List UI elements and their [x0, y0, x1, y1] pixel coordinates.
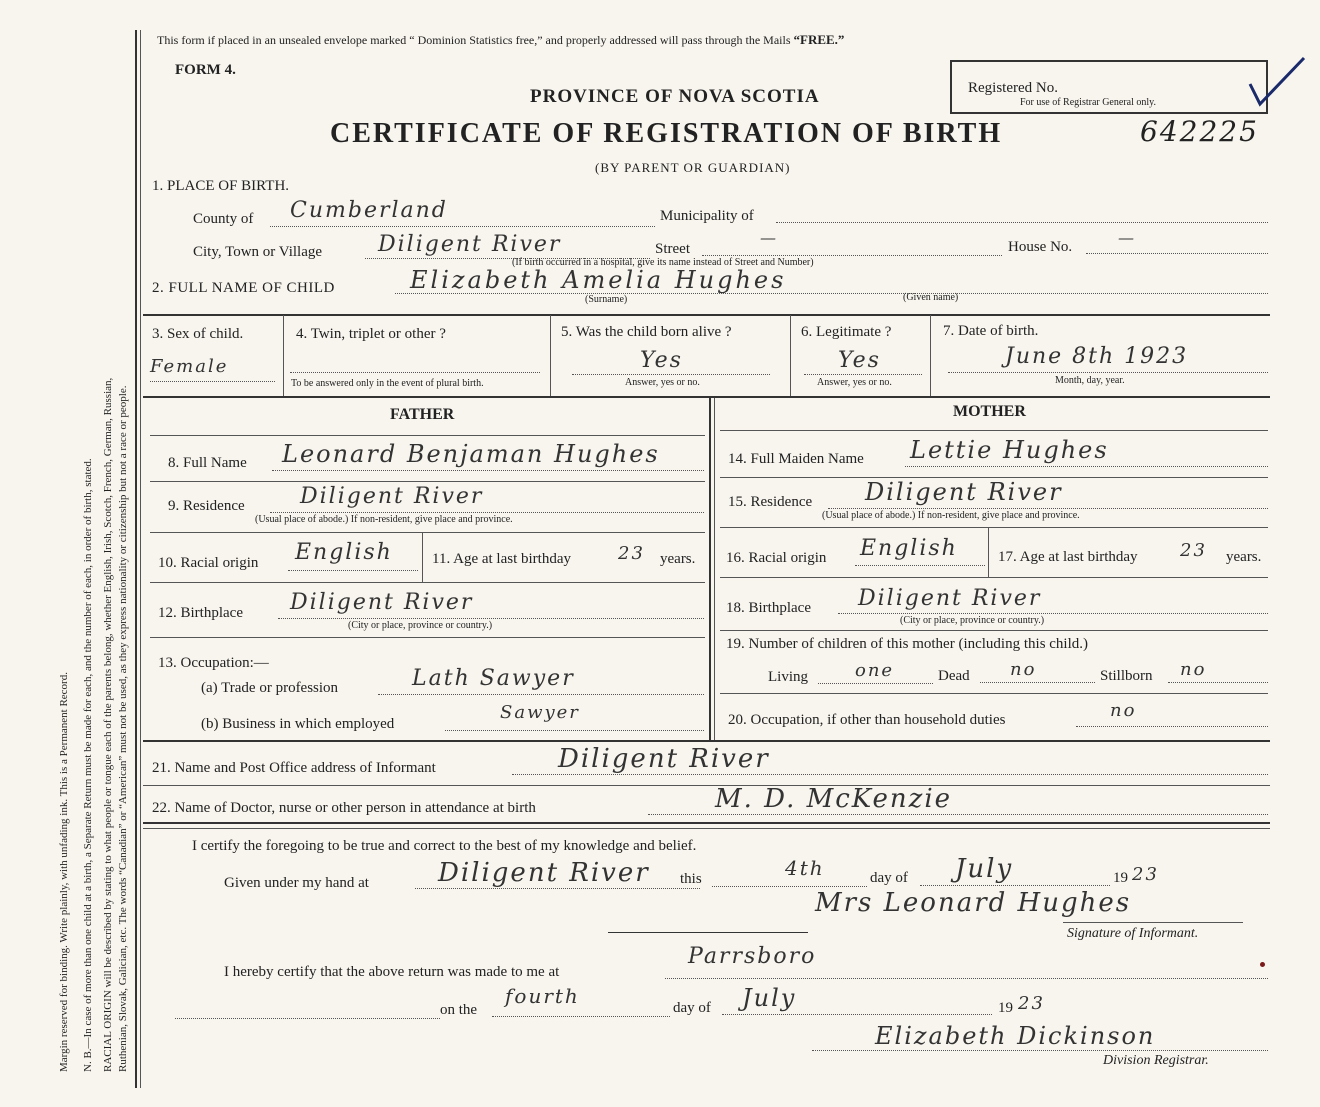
mother-residence-note: (Usual place of abode.) If non-resident, give place and province.: [822, 510, 1080, 521]
separator-rule: [608, 932, 808, 933]
left-border-line: [135, 30, 137, 1088]
legitimate-note: Answer, yes or no.: [817, 377, 892, 388]
registrar-month-value: July: [742, 984, 797, 1012]
registrar-signature-label: Division Registrar.: [1103, 1053, 1209, 1068]
city-value: Diligent River: [378, 232, 562, 257]
mother-heading: MOTHER: [953, 403, 1026, 420]
father-name-label: 8. Full Name: [168, 455, 247, 471]
father-occupation-label: 13. Occupation:—: [158, 655, 269, 671]
informant-signature: Mrs Leonard Hughes: [815, 888, 1132, 918]
mother-name-value: Lettie Hughes: [910, 436, 1109, 464]
mother-stillborn-value: no: [1180, 659, 1207, 680]
dob-value: June 8th 1923: [1005, 344, 1189, 369]
mail-note: This form if placed in an unsealed envelope marked “ Dominion Statistics free,” and properly addressed will pass through the Mails “FREE.”: [157, 32, 845, 47]
sex-label: 3. Sex of child.: [152, 326, 244, 342]
page-title: CERTIFICATE OF REGISTRATION OF BIRTH: [330, 118, 1003, 149]
mother-birthplace-note: (City or place, province or country.): [900, 615, 1045, 626]
child-name-label: 2. FULL NAME OF CHILD: [152, 280, 335, 296]
mother-race-label: 16. Racial origin: [726, 550, 827, 566]
row-top-rule: [143, 314, 1270, 316]
mother-birthplace-value: Diligent River: [858, 586, 1042, 611]
alive-value: Yes: [640, 348, 683, 373]
twin-label: 4. Twin, triplet or other ?: [296, 326, 446, 342]
county-value: Cumberland: [290, 198, 448, 223]
mother-living-value: one: [855, 660, 895, 681]
father-age-unit: years.: [660, 551, 696, 567]
page-subtitle: (BY PARENT OR GUARDIAN): [595, 160, 791, 175]
house-label: House No.: [1008, 239, 1073, 255]
certify-month-value: July: [955, 854, 1014, 884]
registrar-year-value: 23: [1018, 993, 1045, 1014]
dob-label: 7. Date of birth.: [943, 323, 1039, 339]
street-value: —: [760, 228, 778, 247]
province-title: PROVINCE OF NOVA SCOTIA: [530, 86, 820, 107]
place-heading: 1. PLACE OF BIRTH.: [152, 178, 290, 194]
certify-year-prefix: 19: [1113, 870, 1128, 886]
father-birthplace-note: (City or place, province or country.): [348, 620, 493, 631]
father-residence-label: 9. Residence: [168, 498, 245, 514]
child-name-value: Elizabeth Amelia Hughes: [410, 266, 787, 294]
city-label: City, Town or Village: [193, 244, 323, 260]
certify-statement: I certify the foregoing to be true and correct to the best of my knowledge and belief.: [192, 838, 697, 854]
parents-divider: [709, 398, 711, 740]
informant-value: Diligent River: [558, 744, 770, 774]
registrar-signature: Elizabeth Dickinson: [875, 1022, 1156, 1050]
hospital-note: (If birth occurred in a hospital, give its name instead of Street and Number): [512, 257, 814, 268]
mother-occupation-value: no: [1110, 700, 1137, 721]
mother-residence-value: Diligent River: [865, 478, 1063, 506]
father-birthplace-label: 12. Birthplace: [158, 605, 243, 621]
father-residence-value: Diligent River: [300, 484, 484, 509]
mother-age-unit: years.: [1226, 549, 1262, 565]
father-age-value: 23: [618, 543, 645, 564]
doctor-value: M. D. McKenzie: [715, 784, 953, 814]
twin-note: To be answered only in the event of plural birth.: [291, 378, 484, 389]
form-number: FORM 4.: [175, 62, 236, 78]
legitimate-label: 6. Legitimate ?: [801, 324, 892, 340]
registrar-year-prefix: 19: [998, 1000, 1013, 1016]
margin-note-racial-1: RACIAL ORIGIN will be described by stating to what people or tongue each of the parents belong, whether English, Irish, Scotch, French, German, Russian,: [102, 377, 114, 1072]
informant-signature-label: Signature of Informant.: [1067, 926, 1199, 941]
father-business-label: (b) Business in which employed: [201, 716, 395, 732]
father-name-value: Leonard Benjaman Hughes: [282, 440, 660, 468]
father-race-label: 10. Racial origin: [158, 555, 259, 571]
mother-age-value: 23: [1180, 540, 1207, 561]
given-under-label: Given under my hand at: [224, 875, 369, 891]
mother-race-value: English: [860, 536, 958, 561]
certify-year-value: 23: [1132, 864, 1159, 885]
house-value: —: [1118, 228, 1136, 247]
mother-birthplace-label: 18. Birthplace: [726, 600, 811, 616]
legitimate-value: Yes: [838, 348, 881, 373]
father-race-value: English: [295, 540, 393, 565]
ink-mark: [1260, 962, 1265, 967]
doctor-label: 22. Name of Doctor, nurse or other person in attendance at birth: [152, 800, 536, 816]
registered-label: Registered No.: [968, 80, 1058, 96]
row-bottom-rule: [143, 396, 1270, 398]
mother-living-label: Living: [768, 669, 808, 685]
alive-label: 5. Was the child born alive ?: [561, 324, 732, 340]
registrar-on-label: on the: [440, 1002, 478, 1018]
registrar-statement: I hereby certify that the above return was made to me at: [224, 964, 560, 980]
father-age-label: 11. Age at last birthday: [432, 551, 571, 567]
surname-note: (Surname): [585, 294, 628, 305]
check-mark-icon: [1248, 54, 1308, 114]
margin-note-nb: N. B.—In case of more than one child at a birth, a Separate Return must be made for each, and the number of each, in order of birth, stated.: [82, 458, 94, 1072]
sex-value: Female: [150, 356, 229, 377]
registered-note: For use of Registrar General only.: [1020, 97, 1156, 108]
informant-label: 21. Name and Post Office address of Informant: [152, 760, 436, 776]
father-trade-label: (a) Trade or profession: [201, 680, 339, 696]
dob-note: Month, day, year.: [1055, 375, 1125, 386]
alive-note: Answer, yes or no.: [625, 377, 700, 388]
margin-note-racial-2: Ruthenian, Slovak, Galician, etc. The words “Canadian” or “American” must not be used, as they express nationality or citizenship but not a race or people.: [117, 385, 129, 1072]
certify-day-value: 4th: [785, 856, 825, 880]
father-trade-value: Lath Sawyer: [412, 666, 575, 691]
father-birthplace-value: Diligent River: [290, 590, 474, 615]
mother-children-label: 19. Number of children of this mother (including this child.): [726, 636, 1089, 652]
father-heading: FATHER: [390, 406, 455, 423]
registrar-day-of-label: day of: [673, 1000, 711, 1016]
county-label: County of: [193, 211, 254, 227]
father-business-value: Sawyer: [500, 702, 580, 723]
certify-day-of-label: day of: [870, 870, 908, 886]
mother-residence-label: 15. Residence: [728, 494, 813, 510]
given-name-note: (Given name): [903, 292, 959, 303]
this-label: this: [680, 871, 702, 887]
left-border-thin: [140, 30, 141, 1088]
registered-number: 642225: [1140, 115, 1259, 148]
registrar-day-value: fourth: [505, 984, 580, 1008]
mother-occupation-label: 20. Occupation, if other than household duties: [728, 712, 1006, 728]
mother-dead-label: Dead: [938, 668, 970, 684]
mother-age-label: 17. Age at last birthday: [998, 549, 1138, 565]
street-label: Street: [655, 241, 690, 257]
father-residence-note: (Usual place of abode.) If non-resident, give place and province.: [255, 514, 513, 525]
margin-note-binding: Margin reserved for binding. Write plainly, with unfading ink. This is a Permanent Record.: [58, 672, 70, 1072]
mother-stillborn-label: Stillborn: [1100, 668, 1153, 684]
municipality-label: Municipality of: [660, 208, 754, 224]
given-place-value: Diligent River: [438, 858, 650, 888]
registrar-place-value: Parrsboro: [688, 944, 817, 969]
mother-dead-value: no: [1010, 659, 1037, 680]
mother-name-label: 14. Full Maiden Name: [728, 451, 864, 467]
